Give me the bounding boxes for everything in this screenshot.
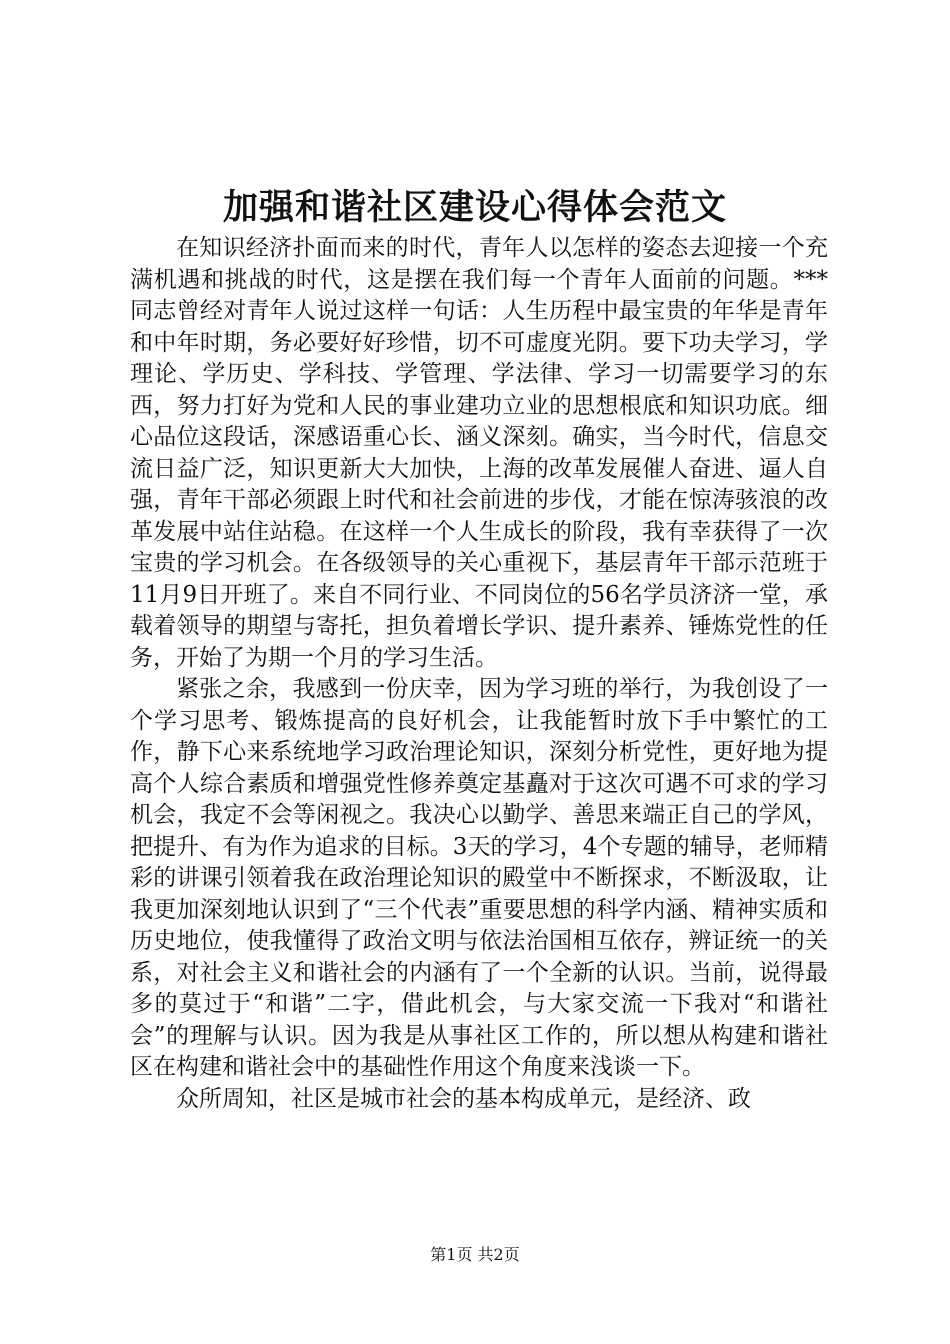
document-body — [130, 233, 828, 1115]
paragraph-2: 紧张之余，我感到一份庆幸，因为学习班的举行，为我创设了一个学习思考、锻炼提高的良好机会，让我能暂时放下手中繁忙的工作，静下心来系统地学习政治理论知识，深刻分析党性，更好地为提高个人综合素质和增强党性修养奠定基矗对于这次可遇不可求的学习机会，我定不会等闲视之。我决心以勤学、善思来端正自己的学风，把提升、有为作为追求的目标。3天的学习，4个专题的辅导，老师精彩的讲课引领着我在政治理论知识的殿堂中不断探求，不断汲取，让我更加深刻地认识到了“三个代表”重要思想的科学内涵、精神实质和历史地位，使我懂得了政治文明与依法治国相互依存，辨证统一的关系，对社会主义和谐社会的内涵有了一个全新的认识。当前，说得最多的莫过于“和谐”二字，借此机会，与大家交流一下我对“和谐社会”的理解与认识。因为我是从事社区工作的，所以想从构建和谐社区在构建和谐社会中的基础性作用这个角度来浅谈一下。 — [130, 676, 828, 1080]
page-number-footer: 第1页 共2页 — [430, 1245, 520, 1264]
paragraph-3: 众所周知，社区是城市社会的基本构成单元，是经济、政 — [176, 1085, 751, 1112]
paragraph-1: 在知识经济扑面而来的时代，青年人以怎样的姿态去迎接一个充满机遇和挑战的时代，这是摆在我们每一个青年人面前的问题。***同志曾经对青年人说过这样一句话：人生历程中最宝贵的年华是青年和中年时期，务必要好好珍惜，切不可虚度光阴。要下功夫学习，学理论、学历史、学科技、学管理、学法律、学习一切需要学习的东西，努力打好为党和人民的事业建功立业的思想根底和知识功底。细心品位这段话，深感语重心长、涵义深刻。确实，当今时代，信息交流日益广泛，知识更新大大加快，上海的改革发展催人奋进、逼人自强，青年干部必须跟上时代和社会前进的步伐，才能在惊涛骇浪的改革发展中站住站稳。在这样一个人生成长的阶段，我有幸获得了一次宝贵的学习机会。在各级领导的关心重视下，基层青年干部示范班于11月9日开班了。来自不同行业、不同岗位的56名学员济济一堂，承载着领导的期望与寄托，担负着增长学识、提升素养、锤炼党性的任务，开始了为期一个月的学习生活。 — [130, 235, 828, 671]
document-title: 加强和谐社区建设心得体会范文 — [222, 187, 727, 228]
